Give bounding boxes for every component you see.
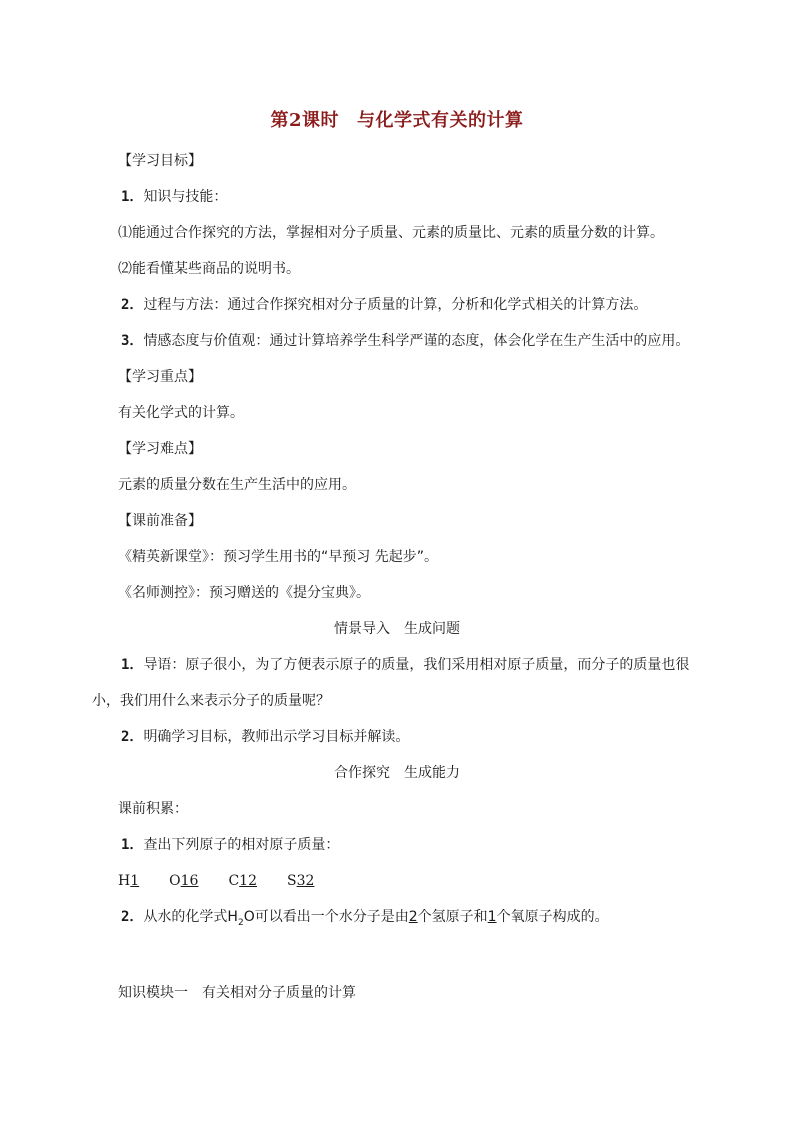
question-1-number: 1． <box>121 837 144 853</box>
element-symbol: H <box>118 873 131 889</box>
element-mass-value: 32 <box>296 873 315 889</box>
objective-3-text: 情感态度与价值观：通过计算培养学生科学严谨的态度，体会化学在生产生活中的应用。 <box>143 333 690 349</box>
question-1 <box>121 835 339 855</box>
element-mass-value: 12 <box>239 873 257 889</box>
intro-item-1-continued: 小，我们用什么来表示分子的质量呢？ <box>92 693 330 709</box>
intro-item-2-number: 2． <box>121 729 144 745</box>
intro-item-1 <box>121 655 689 675</box>
question-2-text-c: 个氢原子和 <box>417 909 488 925</box>
intro-item-1-number: 1． <box>121 657 144 673</box>
objective-1 <box>121 187 227 207</box>
question-1-text: 查出下列原子的相对原子质量： <box>143 837 340 853</box>
title-topic: 与化学式有关的计算 <box>357 110 524 131</box>
question-2-text-a: 从水的化学式H <box>143 909 238 925</box>
objective-2 <box>121 295 647 315</box>
intro-item-1-text: 导语：原子很小，为了方便表示原子的质量，我们采用相对原子质量，而分子的质量也很 <box>143 657 690 673</box>
question-2-text-d: 个氧原子构成的。 <box>496 909 609 925</box>
hydrogen-count-answer: 2 <box>408 909 418 925</box>
intro-item-2 <box>121 727 409 747</box>
question-2-number: 2． <box>121 909 144 925</box>
element-mass-value: 1 <box>130 873 140 889</box>
element-mass-list <box>118 871 344 891</box>
element-symbol: C <box>228 873 240 889</box>
section-scenario-title: 情景导入 生成问题 <box>334 621 460 637</box>
objective-3-number: 3． <box>121 333 144 349</box>
intro-item-2-text: 明确学习目标，教师出示学习目标并解读。 <box>143 729 410 745</box>
element-h <box>118 871 139 891</box>
preparation-item-2: 《名师测控》：预习赠送的《提分宝典》。 <box>118 585 370 601</box>
question-2-text-b: O可以看出一个水分子是由 <box>243 909 409 925</box>
objective-1b: ⑵能看懂某些商品的说明书。 <box>118 261 300 277</box>
oxygen-count-answer: 1 <box>487 909 497 925</box>
section-cooperation-title: 合作探究 生成能力 <box>334 765 460 781</box>
key-points-heading: 【学习重点】 <box>118 369 202 385</box>
objectives-heading: 【学习目标】 <box>118 153 202 169</box>
element-mass-value: 16 <box>180 873 199 889</box>
element-symbol: S <box>287 873 297 889</box>
question-2 <box>121 907 609 933</box>
pre-class-label: 课前积累： <box>118 801 188 817</box>
title-lesson: 第2课时 <box>270 110 340 131</box>
key-points-text: 有关化学式的计算。 <box>118 405 244 421</box>
preparation-heading: 【课前准备】 <box>118 513 202 529</box>
objective-2-number: 2． <box>121 297 144 313</box>
element-o <box>169 871 198 891</box>
element-symbol: O <box>169 873 181 889</box>
objective-1-number: 1． <box>121 189 144 205</box>
page-title <box>0 106 794 132</box>
module-1-heading: 知识模块一 有关相对分子质量的计算 <box>118 985 356 1001</box>
objective-1-text: 知识与技能： <box>143 189 228 205</box>
water-formula-subscript: 2 <box>237 917 244 928</box>
objective-3 <box>121 331 689 351</box>
preparation-item-1: 《精英新课堂》：预习学生用书的“早预习 先起步”。 <box>118 549 438 565</box>
objective-2-text: 过程与方法：通过合作探究相对分子质量的计算，分析和化学式相关的计算方法。 <box>143 297 648 313</box>
difficulty-heading: 【学习难点】 <box>118 441 202 457</box>
element-c <box>228 871 257 891</box>
objective-1a: ⑴能通过合作探究的方法，掌握相对分子质量、元素的质量比、元素的质量分数的计算。 <box>118 225 664 241</box>
element-s <box>287 871 314 891</box>
difficulty-text: 元素的质量分数在生产生活中的应用。 <box>118 477 356 493</box>
